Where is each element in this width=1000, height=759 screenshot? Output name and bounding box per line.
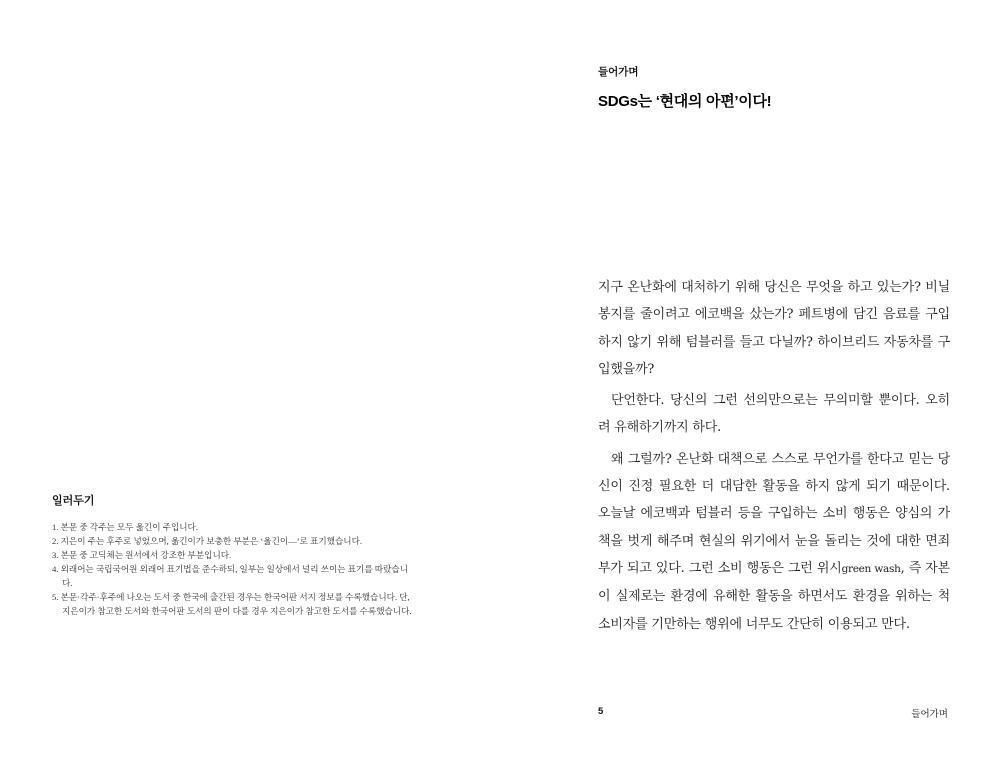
note-item: 3. 본문 중 고딕체는 원서에서 강조한 부분입니다.	[52, 550, 232, 560]
running-head: 들어가며	[911, 709, 948, 720]
english-term: green wash	[841, 562, 901, 575]
section-label: 들어가며	[598, 66, 639, 78]
paragraph: 단언한다. 당신의 그런 선의만으로는 무의미할 뿐이다. 오히려 유해하기까지 하다.	[598, 393, 950, 436]
right-page	[500, 0, 1000, 759]
chapter-headline: SDGs는 ‘현대의 아편’이다!	[598, 93, 772, 110]
editorial-notes	[52, 492, 412, 618]
note-item: 4. 외래어는 국립국어원 외래어 표기법을 준수하되, 일부는 일상에서 널리 쓰이는 표기를 따랐습니다.	[52, 564, 408, 588]
paragraph: 지구 온난화에 대처하기 위해 당신은 무엇을 하고 있는가? 비닐봉지를 줄이려고 에코백을 샀는가? 페트병에 담긴 음료를 구입하지 않기 위해 텀블러를 들고 다닐까? 하이브리드 자동차를 구입했을까?	[598, 280, 950, 377]
notes-title: 일러두기	[52, 495, 95, 507]
paragraph-text: , 즉 자본이 실제로는 환경에 유해한 활동을 하면서도 환경을 위하는 척 소비자를 기만하는 행위에 너무도 간단히 이용되고 만다.	[598, 560, 951, 632]
notes-list	[52, 520, 412, 618]
paragraph	[598, 446, 950, 638]
note-item: 1. 본문 중 각주는 모두 옮긴이 주입니다.	[52, 522, 199, 532]
page-number: 5	[598, 706, 604, 717]
note-item: 5. 본문·각주·후주에 나오는 도서 중 한국에 출간된 경우는 한국어판 서지 정보를 수록했습니다. 단, 지은이가 참고한 도서와 한국어판 도서의 판이 다를 경우 지은이가 참고한 도서를 수록했습니다.	[52, 592, 412, 616]
paragraph-text: 왜 그럴까? 온난화 대책으로 스스로 무언가를 한다고 믿는 당신이 진정 필요한 더 대담한 활동을 하지 않게 되기 때문이다. 오늘날 에코백과 텀블러 등을 구입하는 소비 행동은 양심의 가책을 벗게 해주며 현실의 위기에서 눈을 돌리는 것에 대한 면죄부가 되고 있다. 그런 소비 행동은 그런 위시	[598, 451, 950, 576]
note-item: 2. 지은이 주는 후주로 넣었으며, 옮긴이가 보충한 부분은 ‘옮긴이—’로 표기했습니다.	[52, 536, 363, 546]
body-text	[598, 274, 950, 642]
